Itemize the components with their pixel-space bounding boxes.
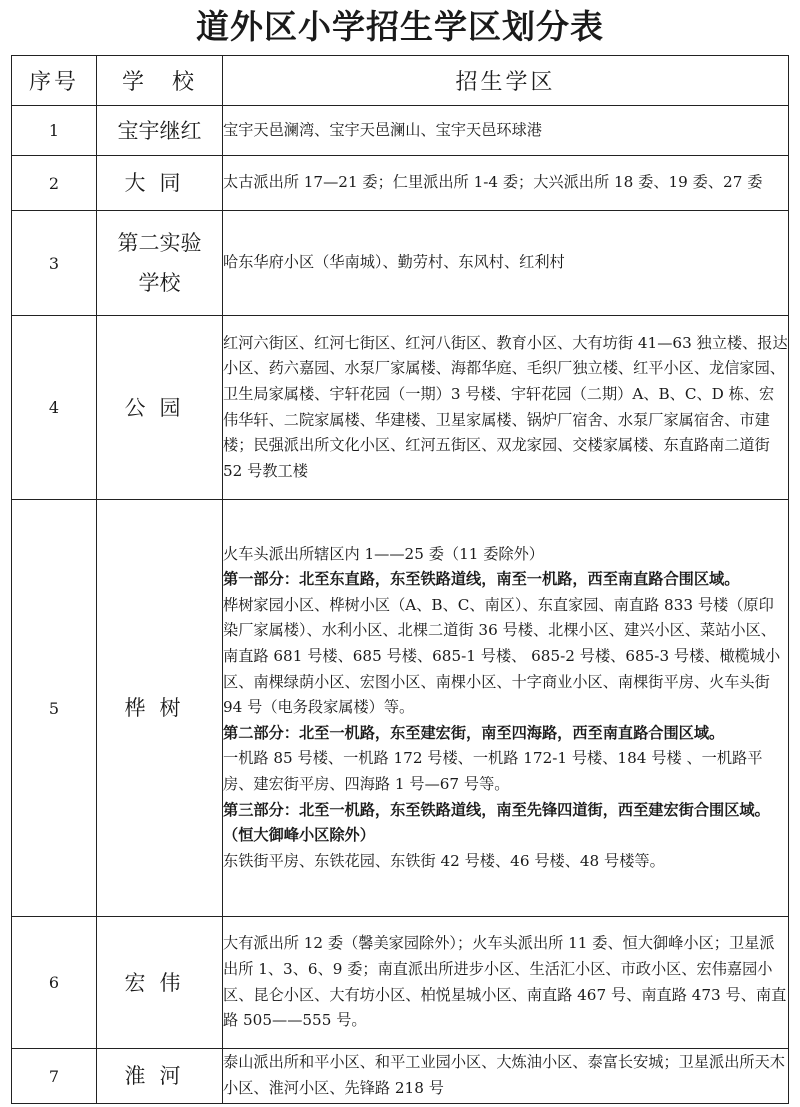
district-text: 太古派出所 17—21 委；仁里派出所 1-4 委；大兴派出所 18 委、19 委、27 委 [223, 173, 763, 192]
district-text: 火车头派出所辖区内 1——25 委（11 委除外） [223, 544, 544, 563]
header-school: 学 校 [97, 56, 223, 106]
table-row [12, 917, 789, 1049]
table-row [12, 211, 789, 316]
school-name: 大同 [97, 156, 223, 211]
row-number: 7 [12, 1049, 97, 1104]
district-text: 大有派出所 12 委（馨美家园除外）；火车头派出所 11 委、恒大御峰小区；卫星派出所 1、3、6、9 委；南直派出所进步小区、生活汇小区、市政小区、宏伟嘉园小区、昆仑小区、大有坊小区、柏悦星城小区、南直路 467 号、南直路 473 号、南直路 505——555 号。 [223, 934, 787, 1030]
district-text: 桦树家园小区、桦树小区（A、B、C、南区）、东直家园、南直路 833 号楼（原印染厂家属楼）、水利小区、北棵二道街 36 号楼、北棵小区、建兴小区、菜站小区、南直路 681 号楼、685 号楼、685-1 号楼、 685-2 号楼、685-3 号楼、橄榄城小区、南棵绿荫小区、宏图小区、南棵小区、十字商业小区、南棵街平房、火车头街 94 号（电务段家属楼）等。 [223, 595, 781, 717]
district-section-heading: 第一部分：北至东直路，东至铁路道线，南至一机路，西至南直路合围区域。 [223, 570, 740, 589]
row-number: 4 [12, 316, 97, 500]
district-cell [223, 1049, 789, 1104]
header-area: 招生学区 [223, 56, 789, 106]
school-name: 宝宇继红 [97, 106, 223, 156]
table-header-row [12, 56, 789, 106]
district-cell [223, 211, 789, 316]
district-section-heading: 第三部分：北至一机路，东至铁路道线，南至先锋四道街，西至建宏街合围区域。（恒大御峰小区除外） [223, 800, 770, 845]
table-row [12, 106, 789, 156]
header-number: 序号 [12, 56, 97, 106]
table-row [12, 156, 789, 211]
district-cell [223, 917, 789, 1049]
district-text: 红河六街区、红河七街区、红河八街区、教育小区、大有坊街 41—63 独立楼、报达小区、药六嘉园、水泵厂家属楼、海都华庭、毛织厂独立楼、红平小区、龙信家园、卫生局家属楼、宇轩花园（一期）3 号楼、宇轩花园（二期）A、B、C、D 栋、宏伟华轩、二院家属楼、华建楼、卫星家属楼、锅炉厂宿舍、水泵厂家属宿舍、市建楼；民强派出所文化小区、红河五街区、双龙家园、交楼家属楼、东直路南二道街 52 号教工楼 [223, 333, 788, 480]
district-table [11, 55, 789, 1104]
district-cell [223, 106, 789, 156]
district-text: 东铁街平房、东铁花园、东铁街 42 号楼、46 号楼、48 号楼等。 [223, 851, 665, 870]
school-name: 桦树 [97, 500, 223, 917]
row-number: 6 [12, 917, 97, 1049]
district-text: 泰山派出所和平小区、和平工业园小区、大炼油小区、泰富长安城；卫星派出所天木小区、淮河小区、先锋路 218 号 [223, 1053, 785, 1097]
row-number: 2 [12, 156, 97, 211]
page-title: 道外区小学招生学区划分表 [196, 7, 604, 46]
district-section-heading: 第二部分：北至一机路，东至建宏街，南至四海路，西至南直路合围区域。 [223, 723, 725, 742]
district-cell [223, 500, 789, 917]
district-cell [223, 156, 789, 211]
school-name: 公园 [97, 316, 223, 500]
table-row [12, 1049, 789, 1104]
school-name: 第二实验学校 [97, 211, 223, 316]
row-number: 5 [12, 500, 97, 917]
table-row [12, 500, 789, 917]
row-number: 3 [12, 211, 97, 316]
district-text: 哈东华府小区（华南城）、勤劳村、东风村、红利村 [223, 253, 565, 272]
district-cell [223, 316, 789, 500]
table-row [12, 316, 789, 500]
district-text: 宝宇天邑澜湾、宝宇天邑澜山、宝宇天邑环球港 [223, 120, 542, 139]
row-number: 1 [12, 106, 97, 156]
school-name: 淮河 [97, 1049, 223, 1104]
district-text: 一机路 85 号楼、一机路 172 号楼、一机路 172-1 号楼、184 号楼 、一机路平房、建宏街平房、四海路 1 号—67 号等。 [223, 749, 763, 793]
school-name: 宏伟 [97, 917, 223, 1049]
